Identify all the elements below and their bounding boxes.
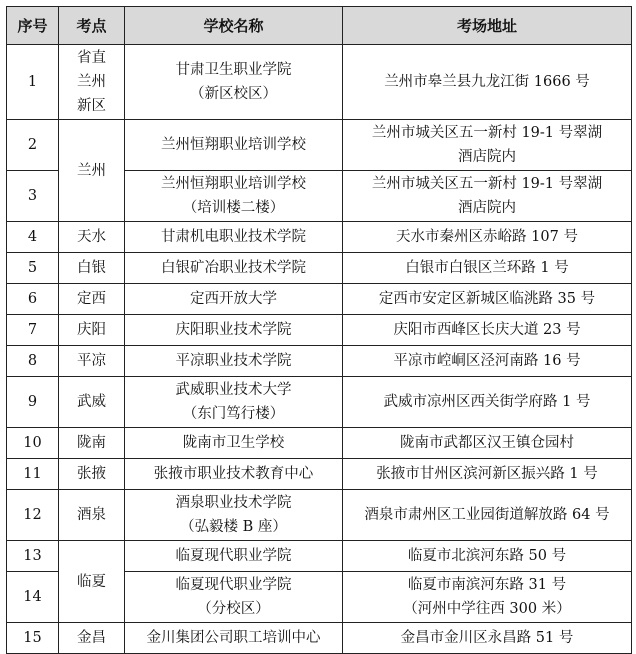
row-address: 临夏市南滨河东路 31 号 （河州中学往西 300 米） (343, 572, 632, 623)
row-school: 张掖市职业技术教育中心 (125, 459, 343, 490)
row-address: 兰州市城关区五一新村 19-1 号翠湖 酒店院内 (343, 120, 632, 171)
table-row (7, 541, 632, 572)
row-site: 定西 (59, 284, 125, 315)
row-no: 12 (7, 490, 59, 541)
table-row (7, 377, 632, 428)
row-school: 临夏现代职业学院 （分校区） (125, 572, 343, 623)
row-address: 临夏市北滨河东路 50 号 (343, 541, 632, 572)
row-no: 8 (7, 346, 59, 377)
row-school: 金川集团公司职工培训中心 (125, 623, 343, 654)
table-row (7, 428, 632, 459)
table-row (7, 284, 632, 315)
row-address: 白银市白银区兰环路 1 号 (343, 253, 632, 284)
row-no: 14 (7, 572, 59, 623)
table-header-row (7, 7, 632, 45)
row-site: 省直 兰州 新区 (59, 45, 125, 120)
row-no: 5 (7, 253, 59, 284)
row-site: 天水 (59, 222, 125, 253)
row-address: 兰州市皋兰县九龙江街 1666 号 (343, 45, 632, 120)
table-row (7, 459, 632, 490)
row-no: 9 (7, 377, 59, 428)
row-no: 7 (7, 315, 59, 346)
table-row (7, 315, 632, 346)
table-row (7, 490, 632, 541)
row-school: 武威职业技术大学 （东门笃行楼） (125, 377, 343, 428)
row-site: 白银 (59, 253, 125, 284)
header-address: 考场地址 (343, 7, 632, 45)
row-no: 15 (7, 623, 59, 654)
header-school: 学校名称 (125, 7, 343, 45)
row-address: 金昌市金川区永昌路 51 号 (343, 623, 632, 654)
header-no: 序号 (7, 7, 59, 45)
row-site: 庆阳 (59, 315, 125, 346)
row-no: 2 (7, 120, 59, 171)
table-row (7, 120, 632, 171)
row-site: 兰州 (59, 120, 125, 222)
row-no: 4 (7, 222, 59, 253)
row-site: 金昌 (59, 623, 125, 654)
row-school: 白银矿冶职业技术学院 (125, 253, 343, 284)
row-address: 武威市凉州区西关街学府路 1 号 (343, 377, 632, 428)
table-row (7, 253, 632, 284)
table-row (7, 346, 632, 377)
row-no: 3 (7, 171, 59, 222)
row-site: 酒泉 (59, 490, 125, 541)
header-site: 考点 (59, 7, 125, 45)
row-school: 兰州恒翔职业培训学校 (125, 120, 343, 171)
row-no: 1 (7, 45, 59, 120)
row-school: 平凉职业技术学院 (125, 346, 343, 377)
row-school: 兰州恒翔职业培训学校 （培训楼二楼） (125, 171, 343, 222)
row-no: 6 (7, 284, 59, 315)
row-school: 庆阳职业技术学院 (125, 315, 343, 346)
row-site: 张掖 (59, 459, 125, 490)
row-site: 陇南 (59, 428, 125, 459)
row-address: 庆阳市西峰区长庆大道 23 号 (343, 315, 632, 346)
row-school: 临夏现代职业学院 (125, 541, 343, 572)
row-address: 定西市安定区新城区临洮路 35 号 (343, 284, 632, 315)
row-address: 兰州市城关区五一新村 19-1 号翠湖 酒店院内 (343, 171, 632, 222)
row-no: 11 (7, 459, 59, 490)
row-no: 13 (7, 541, 59, 572)
table-row (7, 623, 632, 654)
row-school: 定西开放大学 (125, 284, 343, 315)
exam-site-table (6, 6, 632, 654)
row-no: 10 (7, 428, 59, 459)
row-school: 陇南市卫生学校 (125, 428, 343, 459)
row-address: 平凉市崆峒区泾河南路 16 号 (343, 346, 632, 377)
row-school: 甘肃卫生职业学院 （新区校区） (125, 45, 343, 120)
row-school: 甘肃机电职业技术学院 (125, 222, 343, 253)
row-school: 酒泉职业技术学院 （弘毅楼 B 座） (125, 490, 343, 541)
row-site: 平凉 (59, 346, 125, 377)
row-site: 武威 (59, 377, 125, 428)
row-address: 张掖市甘州区滨河新区振兴路 1 号 (343, 459, 632, 490)
row-address: 天水市秦州区赤峪路 107 号 (343, 222, 632, 253)
table-row (7, 222, 632, 253)
row-address: 酒泉市肃州区工业园街道解放路 64 号 (343, 490, 632, 541)
row-site: 临夏 (59, 541, 125, 623)
row-address: 陇南市武都区汉王镇仓园村 (343, 428, 632, 459)
table-row (7, 45, 632, 120)
